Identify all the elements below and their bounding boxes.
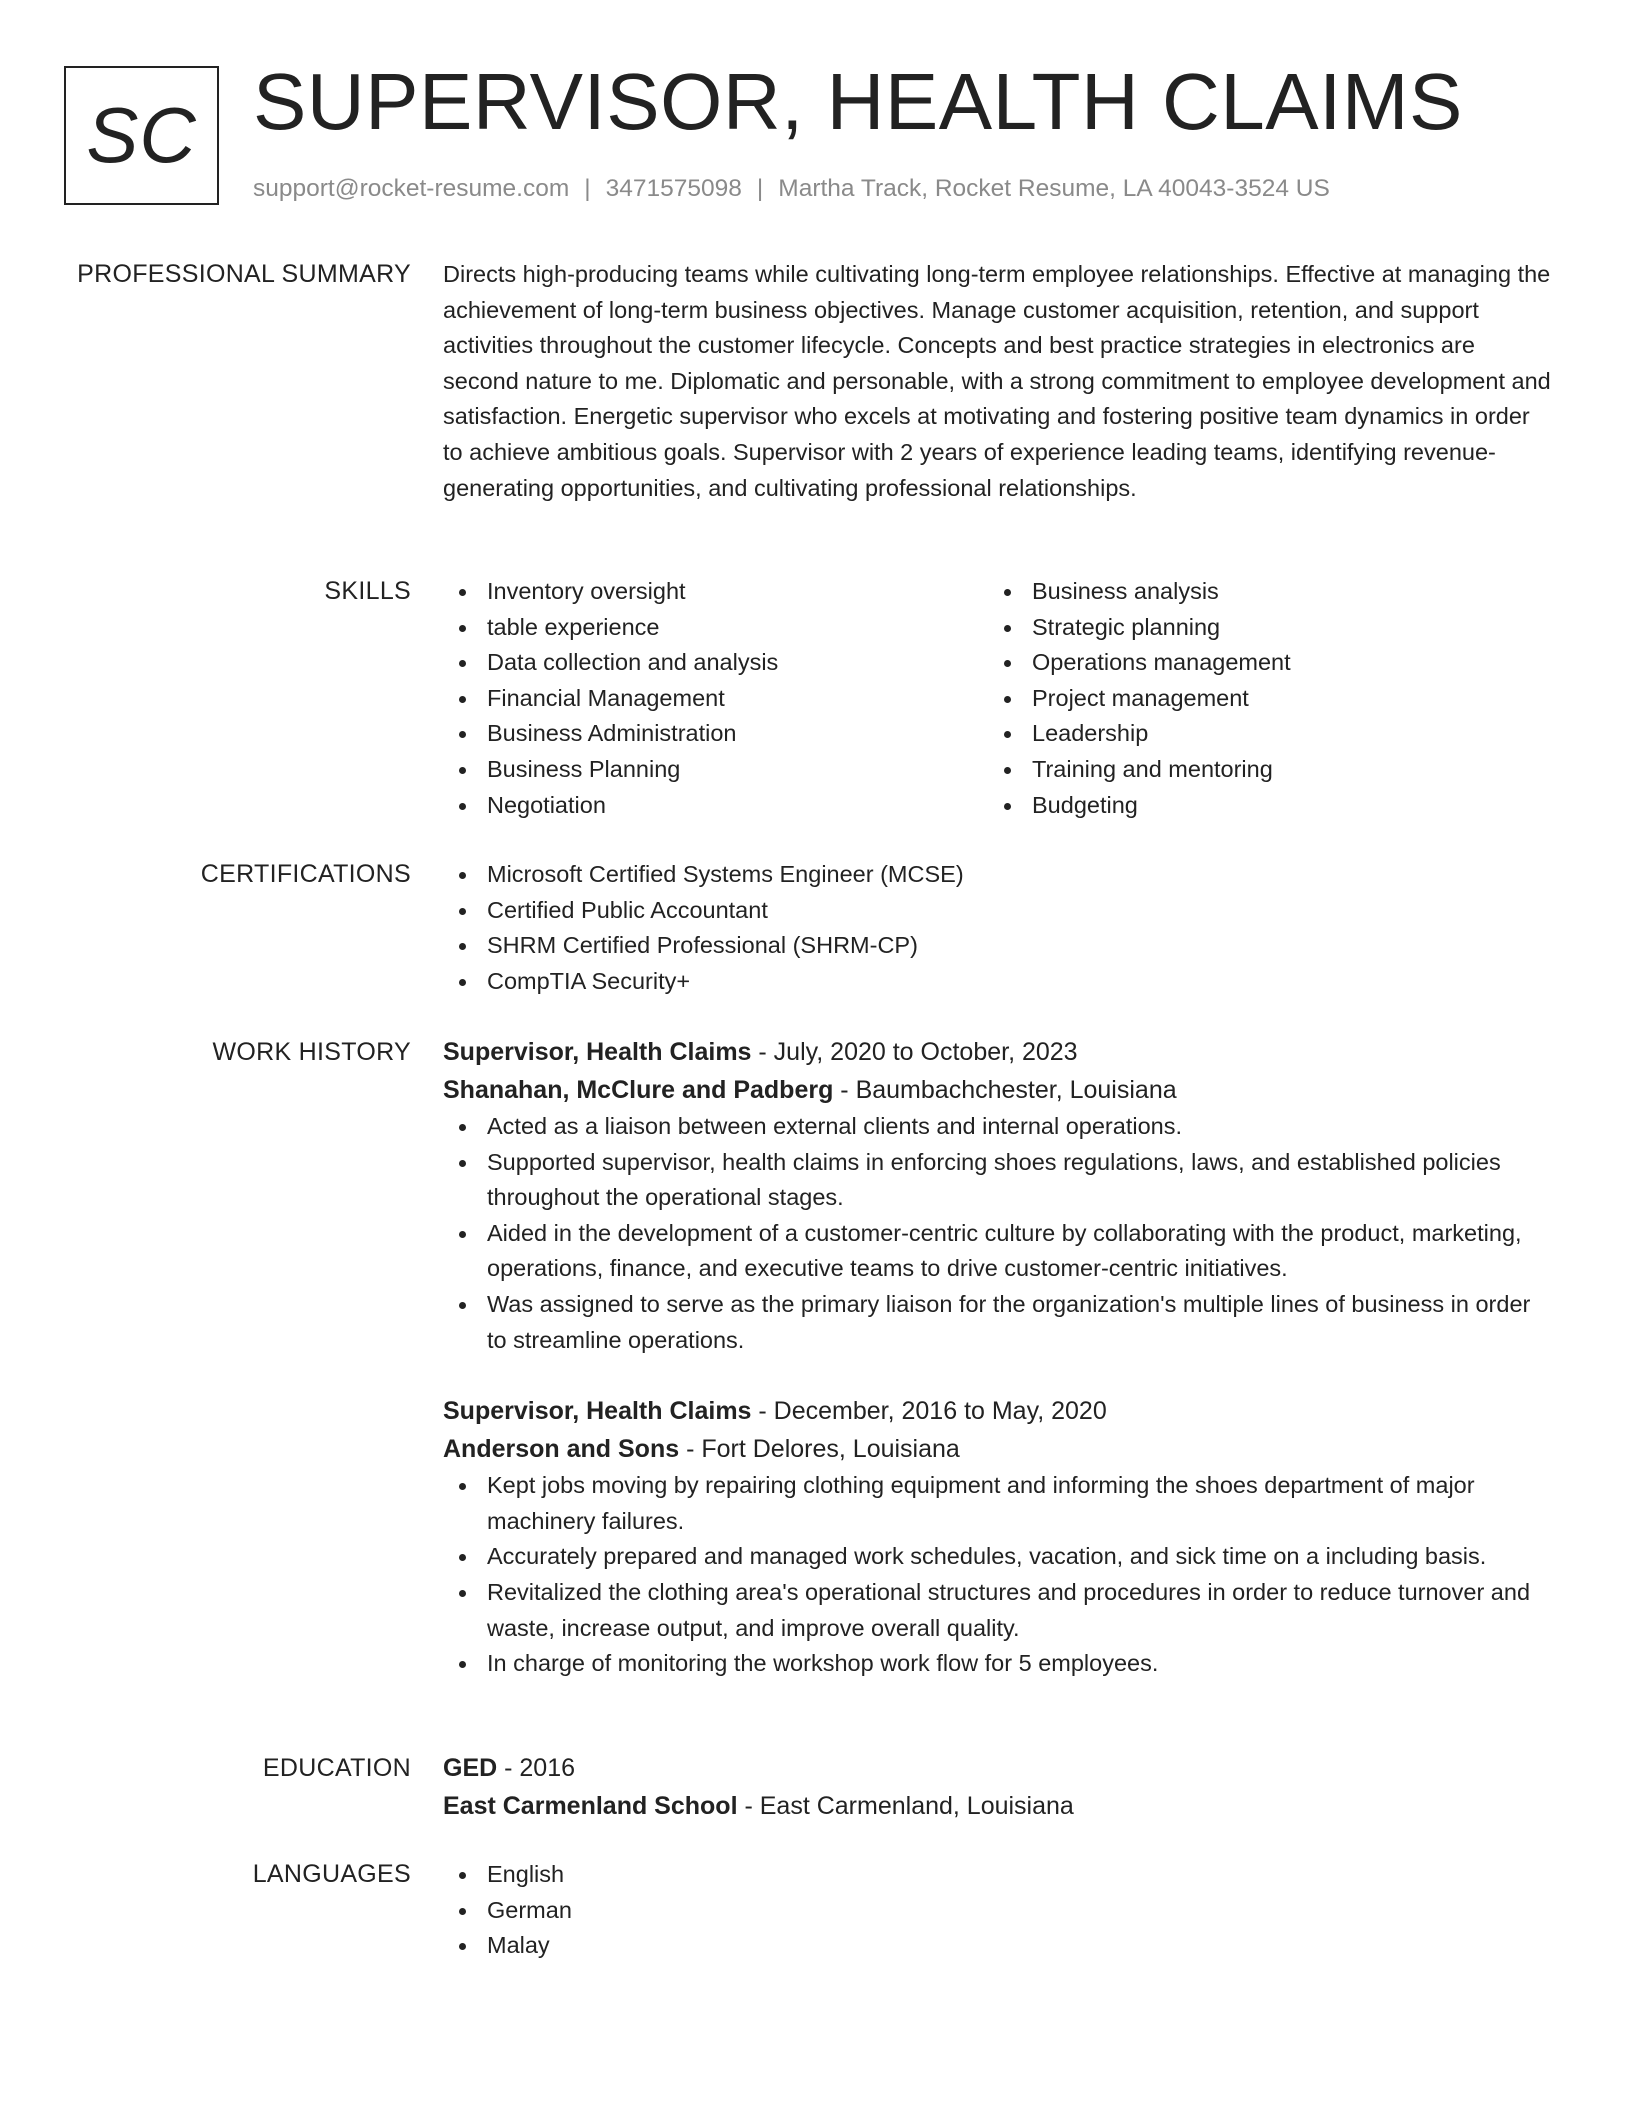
job-duty: Aided in the development of a customer-centric culture by collaborating with the product, marketing, operations, finance, and executive teams to drive customer-centric initiatives. — [443, 1216, 1553, 1287]
work-history-body — [443, 1033, 1553, 1682]
education-school-line — [443, 1787, 1553, 1825]
skills-list-right — [988, 574, 1533, 823]
language-item: German — [443, 1893, 1553, 1929]
education-body — [443, 1749, 1553, 1825]
job-duty: Supported supervisor, health claims in enforcing shoes regulations, laws, and established policies throughout the operational stages. — [443, 1145, 1553, 1216]
section-label-certifications: CERTIFICATIONS — [200, 860, 411, 888]
skill-item: Budgeting — [988, 788, 1533, 824]
job-title-line — [443, 1033, 1553, 1071]
job-duty: In charge of monitoring the workshop work flow for 5 employees. — [443, 1646, 1553, 1682]
certifications-list — [443, 857, 1553, 999]
certification-item: Certified Public Accountant — [443, 893, 1553, 929]
education-location: - East Carmenland, Louisiana — [737, 1792, 1074, 1820]
job-dates: - December, 2016 to May, 2020 — [751, 1397, 1107, 1426]
job-dates: - July, 2020 to October, 2023 — [751, 1038, 1078, 1066]
skill-item: table experience — [443, 610, 988, 646]
job-duties-list — [443, 1109, 1553, 1358]
education-degree-line — [443, 1749, 1553, 1787]
language-item: English — [443, 1857, 1553, 1893]
skill-item: Training and mentoring — [988, 752, 1533, 788]
contact-line — [253, 173, 1330, 205]
skills-body — [443, 574, 1553, 823]
section-label-languages: LANGUAGES — [252, 1860, 411, 1888]
job-duty: Acted as a liaison between external clients and internal operations. — [443, 1109, 1553, 1145]
job-duties-list — [443, 1468, 1553, 1682]
section-label-work-history: WORK HISTORY — [212, 1038, 411, 1066]
job-duty: Accurately prepared and managed work schedules, vacation, and sick time on a including basis. — [443, 1539, 1553, 1575]
education-degree: GED — [443, 1754, 498, 1782]
languages-list — [443, 1857, 1553, 1964]
certifications-body — [443, 857, 1553, 999]
summary-text: Directs high-producing teams while cultivating long-term employee relationships. Effective at managing the achievement of long-term business objectives. Manage customer acquisition, retention, and support activities throughout the customer lifecycle. Concepts and best practice strategies in electronics are second nature to me. Diplomatic and personable, with a strong commitment to employee development and satisfaction. Energetic supervisor who excels at motivating and fostering positive team dynamics in order to achieve ambitious goals. Supervisor with 2 years of experience leading teams, identifying revenue-generating opportunities, and cultivating professional relationships. — [443, 261, 1551, 501]
job-entry — [443, 1392, 1553, 1682]
job-company-line — [443, 1071, 1553, 1109]
language-item: Malay — [443, 1928, 1553, 1964]
contact-email: support@rocket-resume.com — [253, 175, 570, 202]
job-title: Supervisor, Health Claims — [443, 1038, 752, 1066]
skill-item: Data collection and analysis — [443, 645, 988, 681]
job-duty: Was assigned to serve as the primary liaison for the organization's multiple lines of business in order to streamline operations. — [443, 1287, 1553, 1358]
skill-item: Negotiation — [443, 788, 988, 824]
skill-item: Project management — [988, 681, 1533, 717]
job-title-line — [443, 1392, 1553, 1430]
job-company: Shanahan, McClure and Padberg — [443, 1076, 834, 1104]
skill-item: Operations management — [988, 645, 1533, 681]
job-duty: Kept jobs moving by repairing clothing equipment and informing the shoes department of major machinery failures. — [443, 1468, 1553, 1539]
job-title: Supervisor, Health Claims — [443, 1397, 752, 1426]
section-label-summary: PROFESSIONAL SUMMARY — [77, 260, 411, 288]
skill-item: Business Planning — [443, 752, 988, 788]
contact-separator: | — [756, 175, 764, 202]
job-location: - Fort Delores, Louisiana — [679, 1435, 960, 1464]
contact-separator: | — [584, 175, 591, 202]
monogram-badge: SC — [64, 66, 219, 205]
job-duty: Revitalized the clothing area's operational structures and procedures in order to reduce turnover and waste, increase output, and improve overall quality. — [443, 1575, 1553, 1646]
education-year: - 2016 — [497, 1754, 576, 1782]
skill-item: Business analysis — [988, 574, 1533, 610]
section-label-skills: SKILLS — [324, 577, 411, 605]
certification-item: Microsoft Certified Systems Engineer (MCSE) — [443, 857, 1553, 893]
contact-address: Martha Track, Rocket Resume, LA 40043-3524 US — [778, 175, 1330, 202]
job-company: Anderson and Sons — [443, 1435, 680, 1464]
languages-body — [443, 1857, 1553, 1964]
certification-item: SHRM Certified Professional (SHRM-CP) — [443, 928, 1553, 964]
job-entry — [443, 1033, 1553, 1358]
education-school: East Carmenland School — [443, 1792, 738, 1820]
contact-phone: 3471575098 — [605, 175, 742, 202]
skill-item: Financial Management — [443, 681, 988, 717]
job-company-line — [443, 1430, 1553, 1468]
summary-body — [443, 257, 1553, 506]
resume-title: SUPERVISOR, HEALTH CLAIMS — [253, 57, 1463, 146]
skills-list-left — [443, 574, 988, 823]
skill-item: Leadership — [988, 716, 1533, 752]
skill-item: Business Administration — [443, 716, 988, 752]
certification-item: CompTIA Security+ — [443, 964, 1553, 1000]
section-label-education: EDUCATION — [262, 1754, 411, 1782]
job-location: - Baumbachchester, Louisiana — [833, 1076, 1177, 1104]
skill-item: Inventory oversight — [443, 574, 988, 610]
skill-item: Strategic planning — [988, 610, 1533, 646]
